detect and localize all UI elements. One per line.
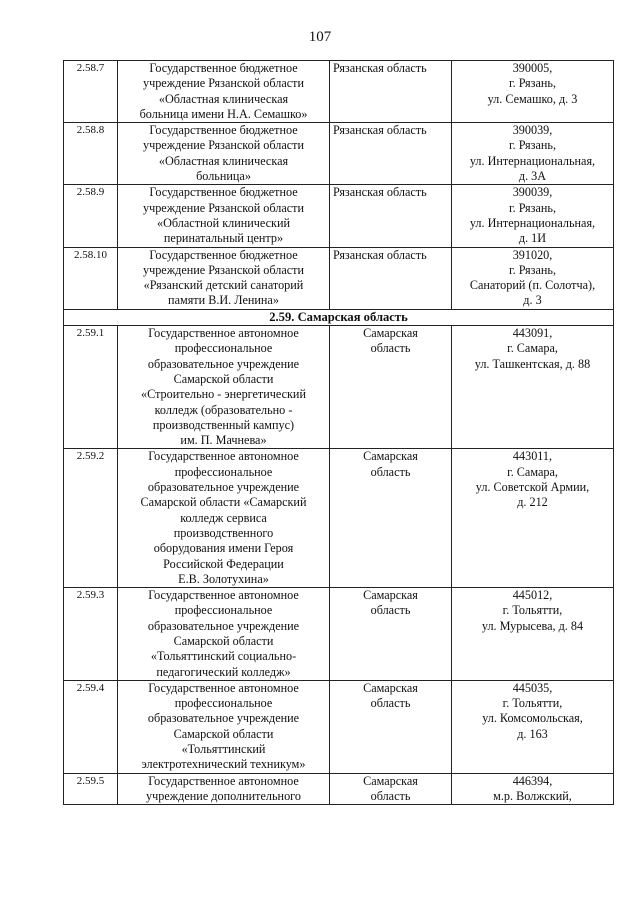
row-number: 2.58.9 [64, 185, 118, 247]
region-cell [330, 326, 452, 449]
institution-name-line: Е.В. Золотухина» [178, 571, 269, 586]
address-line: ул. Интернациональная, [469, 153, 596, 168]
institution-name-line: Государственное бюджетное [149, 123, 298, 138]
region-line: Рязанская область [333, 123, 427, 138]
institution-name-line: образовательное учреждение [147, 480, 300, 495]
institution-name-cell [118, 449, 330, 588]
address-cell [452, 773, 614, 805]
table-row [64, 449, 614, 588]
institution-name-line: перинатальный центр» [163, 231, 284, 246]
address-cell [452, 326, 614, 449]
address-cell [452, 123, 614, 185]
region-cell [330, 123, 452, 185]
institution-name-line: Государственное автономное [148, 773, 299, 788]
address-cell [452, 449, 614, 588]
address-cell [452, 247, 614, 309]
institution-name-cell [118, 185, 330, 247]
table-row [64, 123, 614, 185]
region-cell [330, 773, 452, 805]
section-title: 2.59. Самарская область [64, 309, 614, 325]
row-number: 2.58.10 [64, 247, 118, 309]
institution-name-line: Государственное автономное [148, 680, 299, 695]
section-heading-row [64, 309, 614, 325]
institution-name-line: производственного [173, 525, 274, 540]
address-line: ул. Семашко, д. 3 [487, 91, 578, 106]
institution-name-line: «Областной клинический [157, 215, 290, 230]
region-line: Самарская [363, 680, 418, 695]
address-line: 390039, [512, 123, 553, 138]
institution-name-line: профессиональное [174, 696, 273, 711]
table-row [64, 680, 614, 773]
address-line: 391020, [512, 247, 553, 262]
address-line: г. Рязань, [509, 76, 556, 91]
region-line: Рязанская область [333, 185, 427, 200]
address-line: д. 3 [523, 293, 542, 308]
institution-name-cell [118, 61, 330, 123]
address-cell [452, 61, 614, 123]
institution-name-line: учреждение Рязанской области [142, 138, 305, 153]
institution-name-line: Государственное автономное [148, 588, 299, 603]
region-cell [330, 449, 452, 588]
address-line: Санаторий (п. Солотча), [469, 278, 596, 293]
table-row [64, 326, 614, 449]
region-line: Самарская [363, 773, 418, 788]
institution-name-line: педагогический колледж» [156, 664, 291, 679]
region-cell [330, 680, 452, 773]
address-line: г. Рязань, [509, 138, 556, 153]
address-line: ул. Интернациональная, [469, 215, 596, 230]
institution-name-line: «Тольяттинский [181, 742, 266, 757]
institution-name-line: учреждение Рязанской области [142, 200, 305, 215]
institution-name-line: учреждение дополнительного [146, 788, 301, 803]
address-line: ул. Советской Армии, [475, 480, 590, 495]
address-line: г. Самара, [507, 464, 558, 479]
institution-name-line: образовательное учреждение [147, 356, 300, 371]
institution-name-line: электротехнический техникум» [141, 757, 306, 772]
institution-name-line: учреждение Рязанской области [142, 262, 305, 277]
institution-name-line: больница» [196, 169, 251, 184]
institution-name-cell [118, 588, 330, 681]
institution-name-line: «Областная клиническая [158, 153, 289, 168]
region-line: область [370, 464, 411, 479]
institution-name-line: «Рязанский детский санаторий [143, 278, 304, 293]
institution-name-line: производственный кампус) [152, 417, 295, 432]
address-cell [452, 185, 614, 247]
address-line: д. 212 [517, 495, 548, 510]
institution-name-line: профессиональное [174, 341, 273, 356]
address-line: г. Самара, [507, 341, 558, 356]
institution-name-line: Государственное автономное [148, 449, 299, 464]
address-line: 445012, [512, 588, 553, 603]
institutions-table [63, 60, 614, 805]
address-line: г. Тольятти, [502, 603, 563, 618]
region-cell [330, 247, 452, 309]
region-line: область [370, 696, 411, 711]
row-number: 2.59.4 [64, 680, 118, 773]
region-line: Рязанская область [333, 61, 427, 75]
region-line: Самарская [363, 449, 418, 464]
address-line: ул. Мурысева, д. 84 [481, 618, 584, 633]
region-line: Самарская [363, 326, 418, 341]
page-number: 107 [308, 29, 332, 45]
institution-name-line: им. П. Мачнева» [180, 433, 267, 448]
institution-name-line: Государственное автономное [148, 326, 299, 341]
institution-name-line: Самарской области «Самарский [140, 495, 307, 510]
region-cell [330, 185, 452, 247]
institution-name-line: образовательное учреждение [147, 618, 300, 633]
row-number: 2.58.8 [64, 123, 118, 185]
address-line: ул. Комсомольская, [482, 711, 583, 726]
institution-name-line: колледж сервиса [180, 510, 267, 525]
institution-name-line: Российской Федерации [163, 556, 284, 571]
address-line: м.р. Волжский, [493, 788, 572, 803]
institution-name-cell [118, 680, 330, 773]
address-line: д. 1И [518, 231, 547, 246]
institution-name-line: Самарской области [173, 371, 274, 386]
address-line: г. Рязань, [509, 200, 556, 215]
row-number: 2.58.7 [64, 61, 118, 123]
table-row [64, 61, 614, 123]
institution-name-line: «Тольяттинский социально- [150, 649, 297, 664]
institution-name-line: Самарской области [173, 726, 274, 741]
region-line: Самарская [363, 588, 418, 603]
institution-name-line: Государственное бюджетное [149, 247, 298, 262]
institution-name-line: Самарской области [173, 633, 274, 648]
institution-name-line: образовательное учреждение [147, 711, 300, 726]
institution-name-cell [118, 247, 330, 309]
institution-name-cell [118, 326, 330, 449]
address-line: 390039, [512, 185, 553, 200]
row-number: 2.59.5 [64, 773, 118, 805]
institution-name-line: профессиональное [174, 464, 273, 479]
address-line: д. 3А [518, 169, 547, 184]
row-number: 2.59.1 [64, 326, 118, 449]
region-line: Рязанская область [333, 247, 427, 262]
table-row [64, 185, 614, 247]
address-line: г. Рязань, [509, 262, 556, 277]
address-cell [452, 680, 614, 773]
institution-name-line: оборудования имени Героя [153, 541, 294, 556]
region-line: область [370, 603, 411, 618]
institution-name-line: Государственное бюджетное [149, 185, 298, 200]
table-row [64, 773, 614, 805]
address-line: 445035, [512, 680, 553, 695]
institution-name-line: «Областная клиническая [158, 91, 289, 106]
address-line: ул. Ташкентская, д. 88 [474, 356, 591, 371]
institution-name-line: учреждение Рязанской области [142, 76, 305, 91]
table-row [64, 247, 614, 309]
institution-name-line: Государственное бюджетное [149, 61, 298, 75]
address-line: г. Тольятти, [502, 696, 563, 711]
address-line: 446394, [512, 773, 553, 788]
region-line: область [370, 788, 411, 803]
row-number: 2.59.3 [64, 588, 118, 681]
address-line: 443091, [512, 326, 553, 341]
table-row [64, 588, 614, 681]
institution-name-line: памяти В.И. Ленина» [168, 293, 279, 308]
address-line: 443011, [512, 449, 553, 464]
institution-name-line: профессиональное [174, 603, 273, 618]
institution-name-cell [118, 123, 330, 185]
address-cell [452, 588, 614, 681]
table-body [64, 61, 614, 805]
address-line: 390005, [512, 61, 553, 75]
institution-name-line: колледж (образовательно - [154, 402, 293, 417]
institution-name-cell [118, 773, 330, 805]
region-line: область [370, 341, 411, 356]
region-cell [330, 61, 452, 123]
address-line: д. 163 [517, 726, 548, 741]
row-number: 2.59.2 [64, 449, 118, 588]
region-cell [330, 588, 452, 681]
institution-name-line: больница имени Н.А. Семашко» [139, 106, 308, 121]
institution-name-line: «Строительно - энергетический [141, 387, 306, 402]
